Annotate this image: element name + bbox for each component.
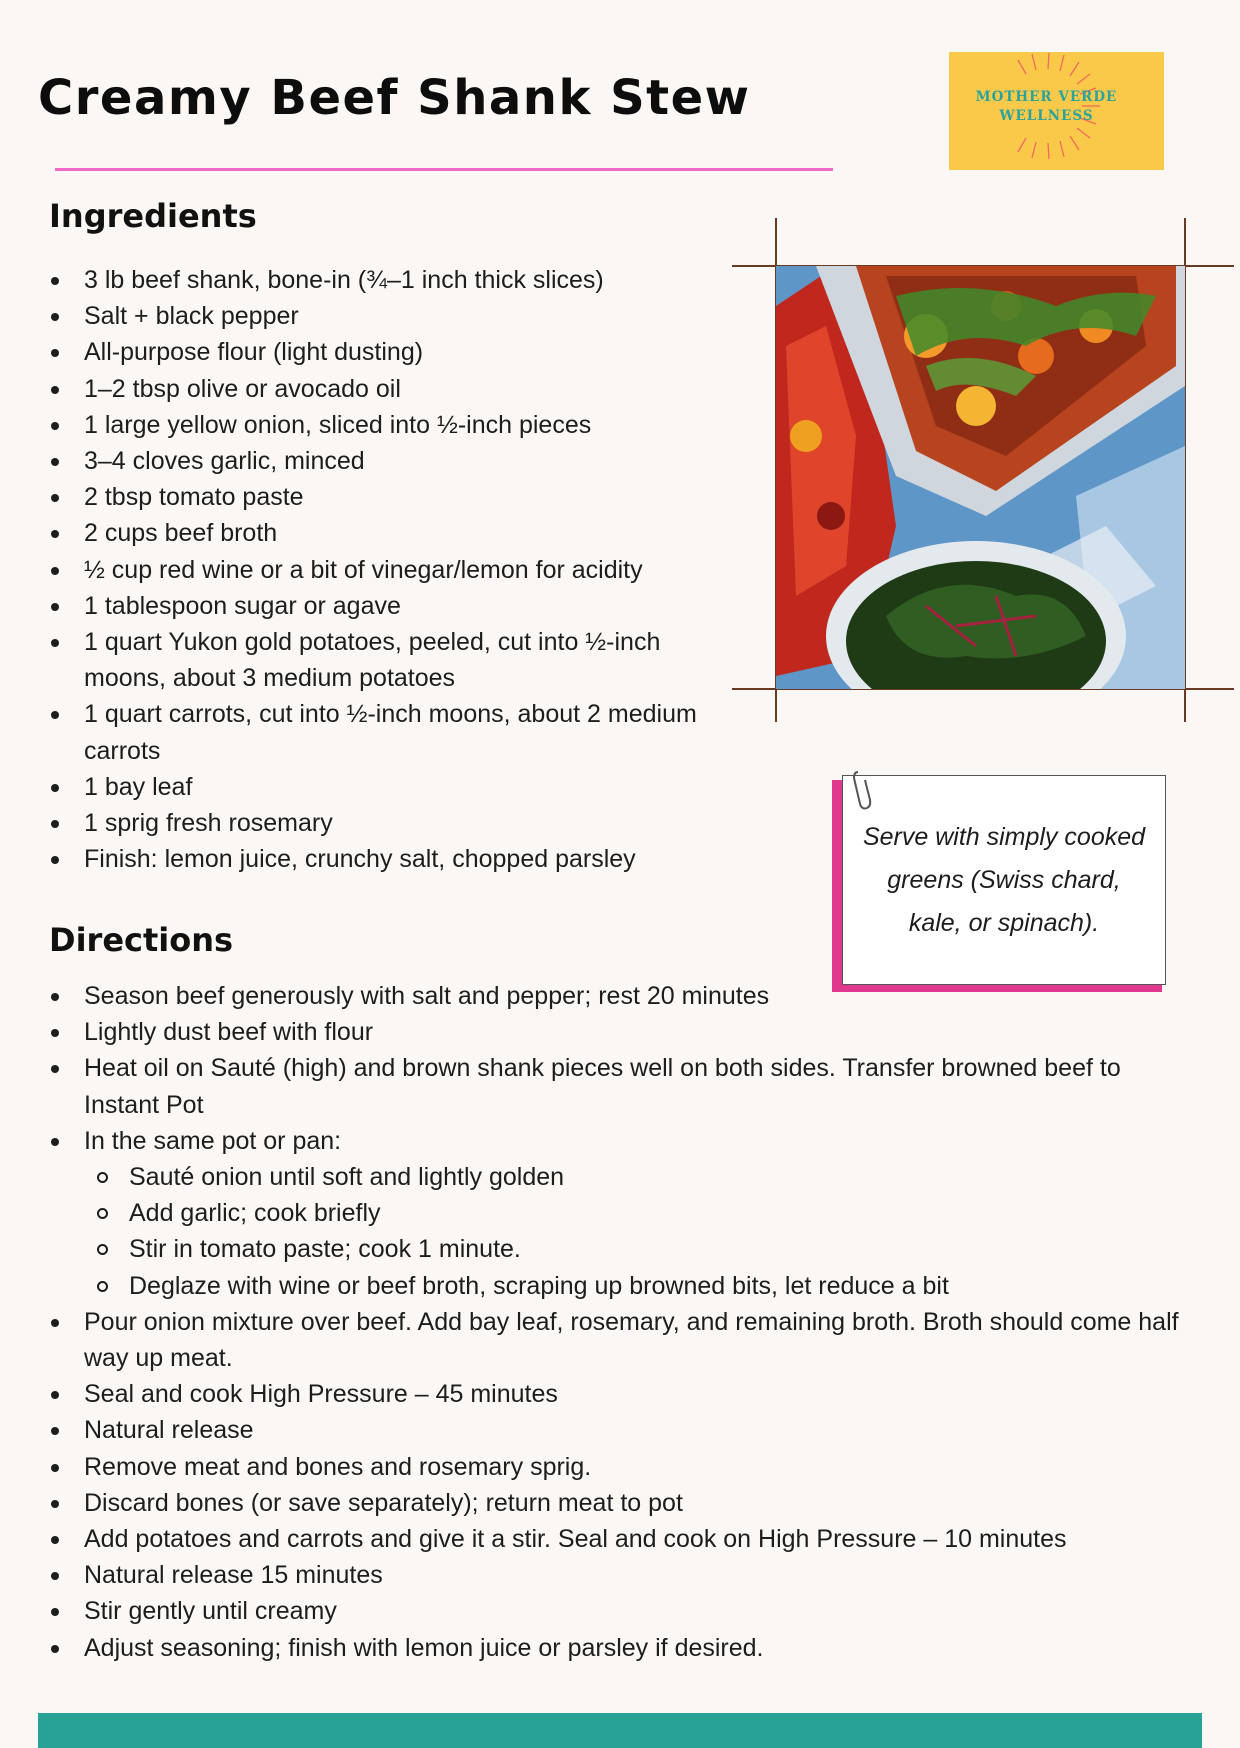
ingredient-item: 2 cups beef broth: [49, 515, 739, 551]
direction-step-text: In the same pot or pan:: [84, 1126, 342, 1155]
logo-line-2: WELLNESS: [999, 108, 1094, 124]
ingredient-item: 1 quart carrots, cut into ½-inch moons, about 2 medium carrots: [49, 696, 739, 768]
serving-note-card: [842, 775, 1166, 985]
direction-substep: Sauté onion until soft and lightly golden: [84, 1159, 1179, 1195]
ingredient-item: 1 quart Yukon gold potatoes, peeled, cut into ½-inch moons, about 3 medium potatoes: [49, 624, 739, 696]
direction-step: Seal and cook High Pressure – 45 minutes: [49, 1376, 1179, 1412]
brand-logo: [949, 52, 1164, 170]
stew-photo: [776, 266, 1185, 689]
direction-step: Pour onion mixture over beef. Add bay leaf, rosemary, and remaining broth. Broth should come half way up meat.: [49, 1304, 1179, 1376]
directions-heading: Directions: [49, 921, 234, 959]
direction-step: Natural release 15 minutes: [49, 1557, 1179, 1593]
direction-step: Adjust seasoning; finish with lemon juice or parsley if desired.: [49, 1630, 1179, 1666]
ingredients-heading: Ingredients: [49, 197, 257, 235]
ingredient-item: 1 large yellow onion, sliced into ½-inch pieces: [49, 407, 739, 443]
ingredient-item: 3 lb beef shank, bone-in (¾–1 inch thick slices): [49, 262, 739, 298]
direction-substep: Deglaze with wine or beef broth, scraping up browned bits, let reduce a bit: [84, 1268, 1179, 1304]
direction-substep: Stir in tomato paste; cook 1 minute.: [84, 1231, 1179, 1267]
direction-step: Natural release: [49, 1412, 1179, 1448]
ingredient-item: 1 tablespoon sugar or agave: [49, 588, 739, 624]
direction-step: Add potatoes and carrots and give it a stir. Seal and cook on High Pressure – 10 minutes: [49, 1521, 1179, 1557]
logo-text: [949, 88, 1144, 126]
ingredient-item: 2 tbsp tomato paste: [49, 479, 739, 515]
logo-line-1: MOTHER VERDE: [975, 89, 1118, 105]
ingredient-item: ½ cup red wine or a bit of vinegar/lemon for acidity: [49, 552, 739, 588]
ingredient-item: 1 sprig fresh rosemary: [49, 805, 739, 841]
paperclip-icon: [850, 768, 876, 814]
direction-substep: Add garlic; cook briefly: [84, 1195, 1179, 1231]
ingredient-item: 1 bay leaf: [49, 769, 739, 805]
ingredient-item: 3–4 cloves garlic, minced: [49, 443, 739, 479]
ingredients-list: [49, 262, 739, 877]
direction-step: Remove meat and bones and rosemary sprig.: [49, 1449, 1179, 1485]
ingredient-item: All-purpose flour (light dusting): [49, 334, 739, 370]
direction-step: [49, 1123, 1179, 1304]
ingredient-item: Salt + black pepper: [49, 298, 739, 334]
serving-note-text: Serve with simply cooked greens (Swiss chard, kale, or spinach).: [862, 823, 1146, 937]
directions-list: [49, 978, 1179, 1666]
direction-step: Discard bones (or save separately); return meat to pot: [49, 1485, 1179, 1521]
direction-step: Lightly dust beef with flour: [49, 1014, 1179, 1050]
direction-substeps: [84, 1159, 1179, 1304]
recipe-title: Creamy Beef Shank Stew: [38, 70, 751, 126]
ingredient-item: Finish: lemon juice, crunchy salt, chopped parsley: [49, 841, 739, 877]
direction-step: Heat oil on Sauté (high) and brown shank pieces well on both sides. Transfer browned beef to Instant Pot: [49, 1050, 1179, 1122]
ingredient-item: 1–2 tbsp olive or avocado oil: [49, 371, 739, 407]
direction-step: Stir gently until creamy: [49, 1593, 1179, 1629]
footer-bar: [38, 1713, 1202, 1748]
direction-step: Season beef generously with salt and pepper; rest 20 minutes: [49, 978, 1179, 1014]
title-underline: [55, 168, 833, 171]
